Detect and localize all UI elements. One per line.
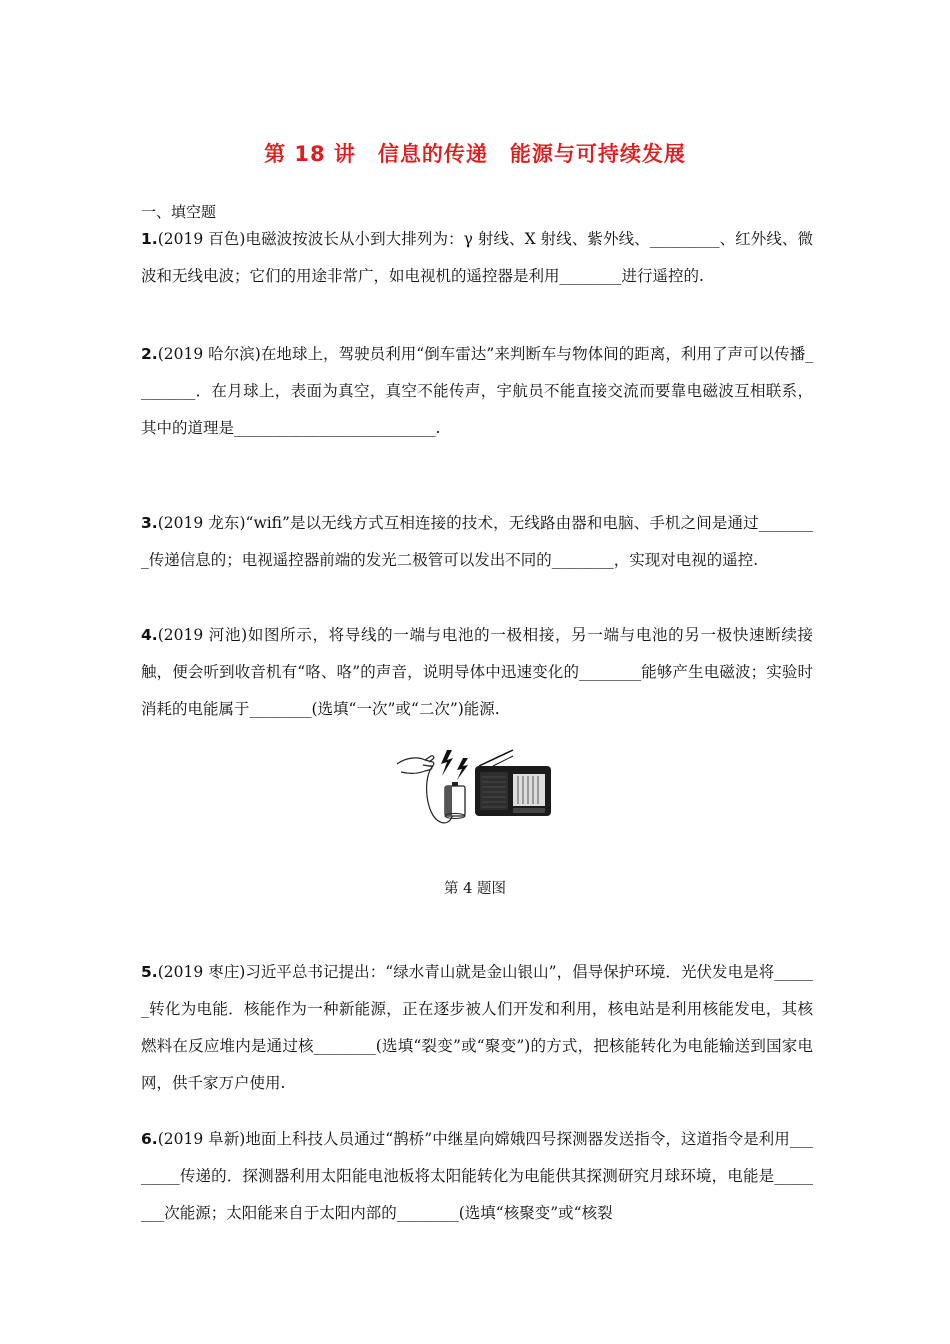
battery-radio-figure <box>395 744 555 834</box>
question-3 <box>141 505 813 579</box>
spark-icon <box>441 750 468 780</box>
question-text: (2019 龙东)“wifi”是以无线方式互相连接的技术，无线路由器和电脑、手机之间是通过________传递信息的；电视遥控器前端的发光二极管可以发出不同的________，实现对电视的遥控. <box>141 514 813 569</box>
question-text: (2019 哈尔滨)在地球上，驾驶员利用“倒车雷达”来判断车与物体间的距离，利用了声可以传播________．在月球上，表面为真空，真空不能传声，宇航员不能直接交流而要靠电磁波互相联系，其中的道理是__________________________. <box>141 345 813 437</box>
radio-icon <box>475 750 551 816</box>
hand-icon <box>397 756 434 774</box>
question-2 <box>141 336 813 447</box>
question-1 <box>141 221 813 295</box>
section-heading: 一、填空题 <box>141 203 217 221</box>
question-6 <box>141 1121 813 1232</box>
figure-caption: 第 4 题图 <box>444 881 506 897</box>
question-5 <box>141 954 813 1102</box>
question-text: (2019 枣庄)习近平总书记提出：“绿水青山就是金山银山”，倡导保护环境．光伏发电是将______转化为电能．核能作为一种新能源，正在逐步被人们开发和利用，核电站是利用核能发电，其核燃料在反应堆内是通过核________(选填“裂变”或“聚变”)的方式，把核能转化为电能输送到国家电网，供千家万户使用. <box>141 963 813 1092</box>
question-text: (2019 河池)如图所示，将导线的一端与电池的一极相接，另一端与电池的另一极快速断续接触，便会听到收音机有“咯、咯”的声音，说明导体中迅速变化的________能够产生电磁波；实验时消耗的电能属于________(选填“一次”或“二次”)能源. <box>141 626 813 718</box>
question-number: 4. <box>141 626 158 644</box>
question-text: (2019 阜新)地面上科技人员通过“鹊桥”中继星向嫦娥四号探测器发送指令，这道指令是利用________传递的．探测器利用太阳能电池板将太阳能转化为电能供其探测研究月球环境，电能是________次能源；太阳能来自于太阳内部的________(选填“核聚变”或“核裂 <box>141 1130 813 1222</box>
page-title: 第 18 讲 信息的传递 能源与可持续发展 <box>264 142 686 166</box>
battery-icon <box>445 782 465 819</box>
question-4 <box>141 617 813 728</box>
question-text: (2019 百色)电磁波按波长从小到大排列为：γ 射线、X 射线、紫外线、_________、红外线、微波和无线电波；它们的用途非常广，如电视机的遥控器是利用________进行遥控的. <box>141 230 813 285</box>
question-number: 2. <box>141 345 158 363</box>
question-number: 5. <box>141 963 158 981</box>
question-number: 6. <box>141 1130 158 1148</box>
question-number: 3. <box>141 514 158 532</box>
question-number: 1. <box>141 230 158 248</box>
